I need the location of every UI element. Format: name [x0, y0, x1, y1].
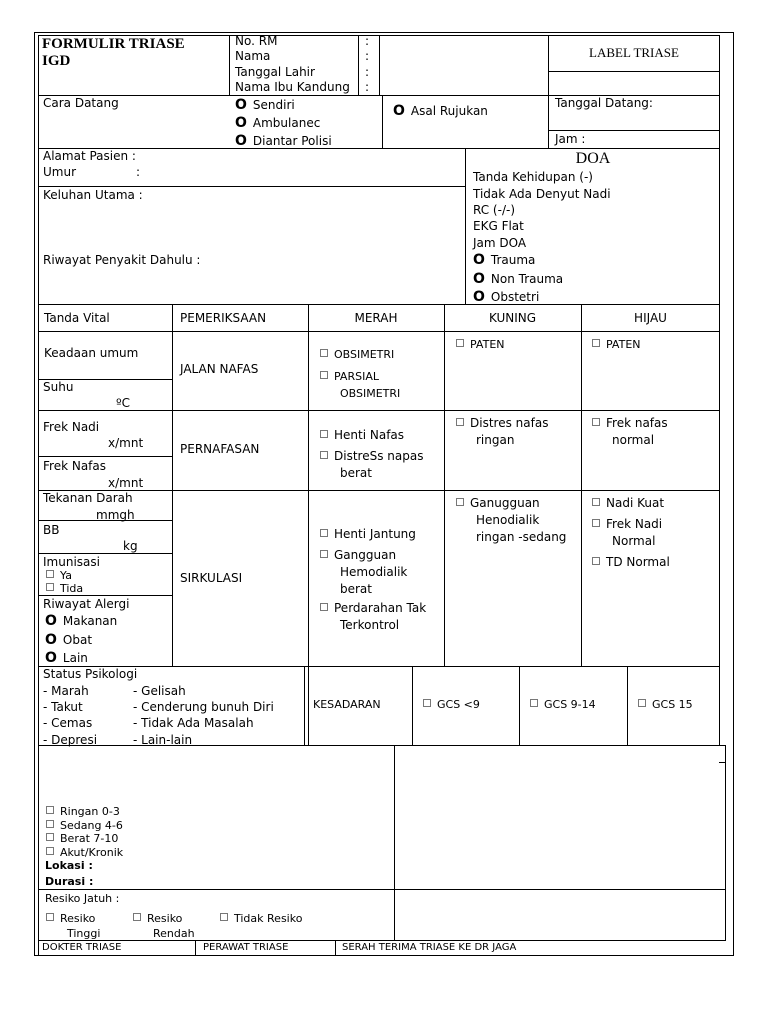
checkbox-icon [46, 913, 54, 921]
checkbox-resiko-tinggi[interactable]: Resiko [46, 912, 95, 925]
parsial-obsimetri-cont: OBSIMETRI [340, 387, 401, 400]
checkbox-distress-napas-berat[interactable]: DistreSs napas [320, 449, 423, 464]
frek-nadi-label: Frek Nadi [43, 420, 100, 434]
radio-circle-icon: O [235, 97, 247, 113]
checkbox-pain-ringan[interactable]: Ringan 0-3 [46, 805, 120, 818]
checkbox-icon [456, 339, 464, 347]
colon: : [365, 65, 370, 79]
jalan-nafas-label: JALAN NAFAS [180, 362, 259, 376]
checkbox-icon [46, 806, 54, 814]
checkbox-distres-nafas-ringan[interactable]: Distres nafas [456, 416, 548, 431]
checkbox-icon [320, 349, 328, 357]
gangguan-ringan-cont: Henodialik [476, 513, 540, 527]
radio-lain[interactable]: O Lain [45, 651, 88, 666]
checkbox-pain-sedang[interactable]: Sedang 4-6 [46, 819, 123, 832]
checkbox-icon [46, 847, 54, 855]
nama-ibu-label: Nama Ibu Kandung [235, 80, 350, 94]
checkbox-tidak-resiko[interactable]: Tidak Resiko [220, 912, 302, 925]
radio-non-trauma[interactable]: O Non Trauma [473, 271, 564, 287]
checkbox-henti-jantung[interactable]: Henti Jantung [320, 527, 416, 542]
checkbox-parsial-obsimetri[interactable]: PARSIAL [320, 370, 379, 383]
imunisasi-label: Imunisasi [43, 555, 100, 569]
perawat-triase-label: PERAWAT TRIASE [203, 942, 289, 953]
radio-trauma[interactable]: O Trauma [473, 252, 536, 268]
checkbox-gcs-below-9[interactable]: GCS <9 [423, 698, 480, 711]
checkbox-frek-nafas-normal[interactable]: Frek nafas [592, 416, 668, 431]
serah-terima-label: SERAH TERIMA TRIASE KE DR JAGA [342, 942, 517, 953]
status-psikologi-label: Status Psikologi [43, 667, 138, 681]
radio-diantar-polisi[interactable]: O Diantar Polisi [235, 134, 332, 148]
radio-circle-icon: O [393, 103, 405, 119]
dokter-triase-label: DOKTER TRIASE [42, 942, 122, 953]
frek-nadi-normal-cont: Normal [612, 534, 656, 548]
umur-label: Umur [43, 165, 77, 179]
checkbox-icon [320, 451, 328, 459]
perdarahan-cont: Terkontrol [340, 618, 400, 632]
keadaan-umum-label: Keadaan umum [44, 346, 139, 360]
checkbox-imunisasi-ya[interactable]: Ya [46, 569, 72, 582]
checkbox-nadi-kuat[interactable]: Nadi Kuat [592, 496, 664, 511]
doa-item: Jam DOA [473, 236, 527, 250]
psych-option: - Marah [43, 684, 89, 698]
checkbox-icon [530, 699, 538, 707]
radio-asal-rujukan[interactable]: O Asal Rujukan [393, 103, 488, 119]
resiko-jatuh-label: Resiko Jatuh : [45, 892, 120, 905]
tekanan-darah-unit: mmgh [96, 508, 135, 522]
checkbox-gcs-9-14[interactable]: GCS 9-14 [530, 698, 596, 711]
bb-label: BB [43, 523, 60, 537]
checkbox-icon [220, 913, 228, 921]
tekanan-darah-label: Tekanan Darah [43, 491, 133, 505]
checkbox-pain-akut-kronik[interactable]: Akut/Kronik [46, 846, 123, 859]
checkbox-pain-berat[interactable]: Berat 7-10 [46, 832, 118, 845]
checkbox-icon [46, 583, 54, 591]
alamat-label: Alamat Pasien : [43, 149, 136, 163]
checkbox-icon [592, 339, 600, 347]
doa-item: EKG Flat [473, 219, 524, 233]
radio-circle-icon: O [235, 115, 247, 131]
bb-unit: kg [123, 539, 138, 553]
doa-item: RC (-/-) [473, 203, 515, 217]
checkbox-resiko-rendah[interactable]: Resiko [133, 912, 182, 925]
colon: : [365, 80, 370, 94]
pernafasan-label: PERNAFASAN [180, 442, 260, 456]
psych-option: - Lain-lain [133, 733, 193, 747]
suhu-unit: ºC [116, 396, 131, 410]
radio-sendiri[interactable]: O Sendiri [235, 97, 295, 113]
checkbox-imunisasi-tida[interactable]: Tida [46, 582, 83, 594]
checkbox-icon [320, 430, 328, 438]
doa-title: DOA [575, 150, 611, 167]
checkbox-icon [592, 557, 600, 565]
checkbox-icon [456, 498, 464, 506]
header-pemeriksaan: PEMERIKSAAN [180, 311, 267, 325]
checkbox-icon [592, 418, 600, 426]
checkbox-icon [456, 418, 464, 426]
checkbox-icon [46, 833, 54, 841]
checkbox-icon [133, 913, 141, 921]
colon: : [365, 34, 370, 48]
checkbox-gangguan-hemodialik-berat[interactable]: Gangguan [320, 548, 396, 563]
checkbox-obsimetri[interactable]: OBSIMETRI [320, 348, 394, 361]
radio-circle-icon: O [473, 252, 485, 268]
keluhan-utama-label: Keluhan Utama : [43, 188, 143, 202]
form-title: FORMULIR TRIASE [42, 36, 185, 52]
checkbox-icon [592, 498, 600, 506]
psych-option: - Cenderung bunuh Diri [133, 700, 274, 714]
distres-ringan-cont: ringan [476, 433, 515, 447]
checkbox-icon [320, 371, 328, 379]
radio-circle-icon: O [45, 632, 57, 648]
psych-option: - Gelisah [133, 684, 186, 698]
checkbox-icon [638, 699, 646, 707]
radio-obat[interactable]: O Obat [45, 632, 93, 648]
no-rm-label: No. RM [235, 34, 278, 48]
doa-item: Tanda Kehidupan (-) [473, 170, 593, 184]
riwayat-penyakit-label: Riwayat Penyakit Dahulu : [43, 253, 201, 267]
psych-option: - Depresi [43, 733, 98, 747]
frek-nafas-label: Frek Nafas [43, 459, 107, 473]
sirkulasi-label: SIRKULASI [180, 571, 243, 585]
kesadaran-label: KESADARAN [313, 698, 381, 711]
checkbox-frek-nadi-normal[interactable]: Frek Nadi [592, 517, 662, 532]
label-triase: LABEL TRIASE [589, 45, 679, 60]
checkbox-kuning-paten[interactable]: PATEN [456, 338, 505, 351]
checkbox-icon [46, 820, 54, 828]
lokasi-label: Lokasi : [45, 859, 93, 872]
frek-nafas-unit: x/mnt [108, 476, 144, 490]
checkbox-henti-nafas[interactable]: Henti Nafas [320, 428, 404, 443]
gangguan-ringan-cont2: ringan -sedang [476, 530, 567, 544]
checkbox-gcs-15[interactable]: GCS 15 [638, 698, 693, 711]
radio-obstetri[interactable]: O Obstetri [473, 290, 540, 304]
frek-nafas-normal-cont: normal [612, 433, 655, 447]
checkbox-icon [320, 603, 328, 611]
radio-circle-icon: O [235, 134, 247, 148]
tanggal-lahir-label: Tanggal Lahir [235, 65, 315, 79]
checkbox-gangguan-ringan-sedang[interactable]: Ganugguan [456, 496, 540, 511]
header-tanda-vital: Tanda Vital [44, 311, 110, 325]
jam-label: Jam : [555, 132, 586, 146]
colon: : [365, 49, 370, 63]
header-merah: MERAH [354, 311, 398, 325]
riwayat-alergi-label: Riwayat Alergi [43, 597, 130, 611]
distress-berat-cont: berat [340, 466, 372, 480]
header-kuning: KUNING [488, 311, 537, 325]
checkbox-icon [320, 550, 328, 558]
cara-datang-label: Cara Datang [43, 96, 119, 110]
checkbox-icon [592, 519, 600, 527]
radio-circle-icon: O [45, 613, 57, 629]
checkbox-icon [320, 529, 328, 537]
doa-item: Tidak Ada Denyut Nadi [473, 187, 611, 201]
psych-option: - Tidak Ada Masalah [133, 716, 254, 730]
resiko-rendah-cont: Rendah [153, 927, 195, 940]
gangguan-cont: Hemodialik [340, 565, 408, 579]
checkbox-icon [46, 570, 54, 578]
radio-circle-icon: O [45, 651, 57, 666]
checkbox-td-normal[interactable]: TD Normal [592, 555, 670, 570]
radio-makanan[interactable]: O Makanan [45, 613, 118, 629]
radio-ambulance[interactable]: O Ambulanec [235, 115, 321, 131]
radio-circle-icon: O [473, 271, 485, 287]
nama-label: Nama [235, 49, 271, 63]
header-hijau: HIJAU [634, 311, 667, 325]
radio-circle-icon: O [473, 290, 485, 304]
checkbox-icon [423, 699, 431, 707]
umur-colon: : [136, 165, 141, 179]
form-title-line2: IGD [42, 53, 71, 69]
suhu-label: Suhu [43, 380, 74, 394]
frek-nadi-unit: x/mnt [108, 436, 144, 450]
psych-option: - Takut [43, 700, 83, 714]
resiko-tinggi-cont: Tinggi [67, 927, 101, 940]
psych-option: - Cemas [43, 716, 93, 730]
durasi-label: Durasi : [45, 875, 94, 888]
gangguan-cont2: berat [340, 582, 372, 596]
checkbox-hijau-paten[interactable]: PATEN [592, 338, 641, 351]
tanggal-datang-label: Tanggal Datang: [555, 96, 653, 110]
checkbox-perdarahan-tak-terkontrol[interactable]: Perdarahan Tak [320, 601, 426, 616]
